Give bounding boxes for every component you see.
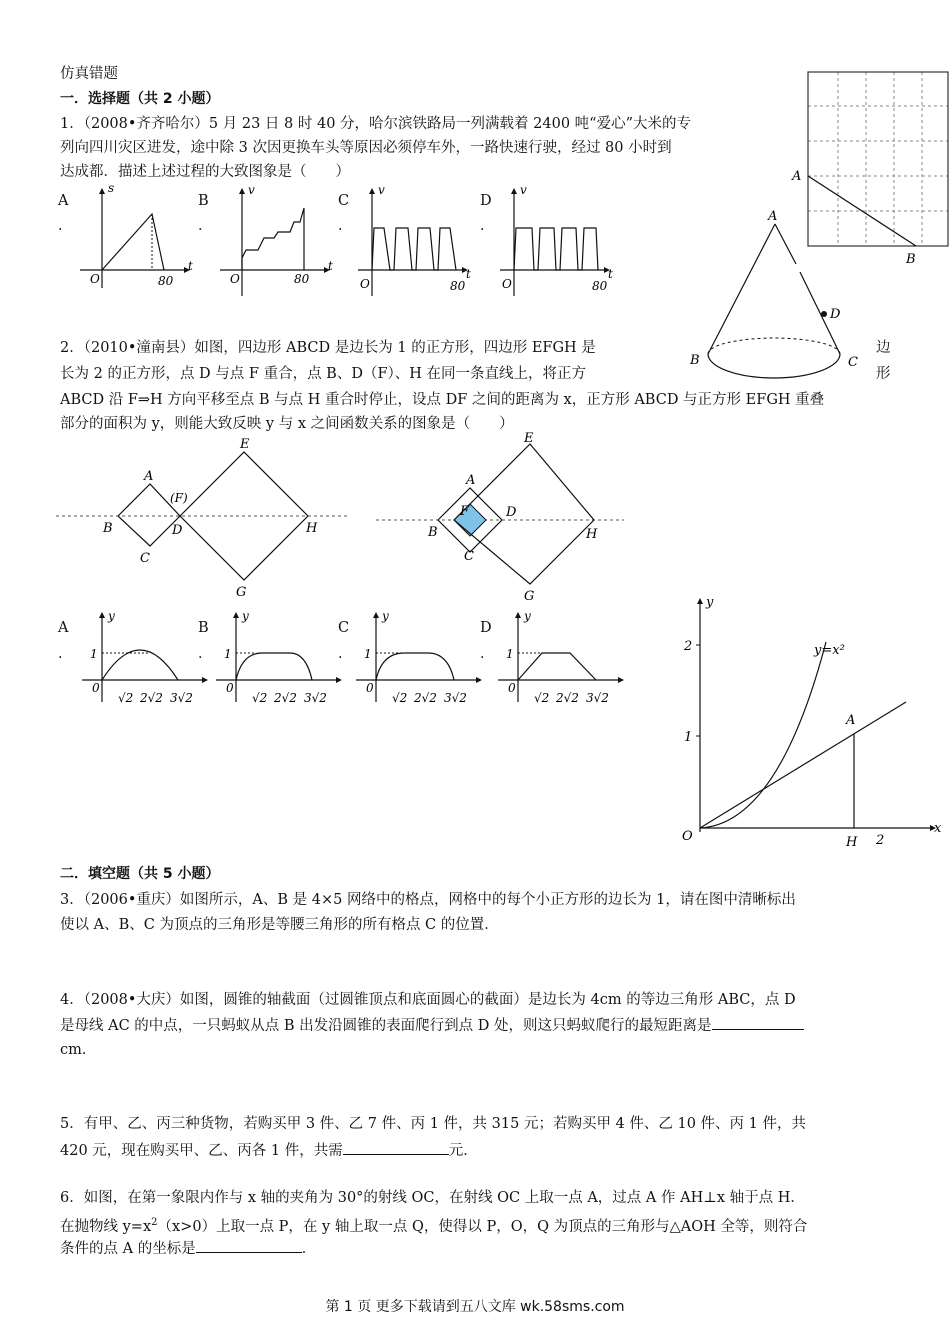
- q1-line-1: 1．（2008•齐齐哈尔）5 月 23 日 8 时 40 分，哈尔滨铁路局一列满载着 2400 吨“爱心”大米的专: [60, 116, 691, 132]
- cone-label-d: D: [830, 307, 841, 322]
- pf-tick-y1: 1: [684, 730, 693, 745]
- q2b-tick-3: 3√2: [304, 691, 327, 705]
- q1-option-c: C: [338, 193, 350, 209]
- q3-line-2: 使以 A、B、C 为顶点的三角形是等腰三角形的所有格点 C 的位置．: [60, 917, 499, 933]
- q2-squares-figure-right: [376, 431, 636, 606]
- q2c-tick-2: 2√2: [414, 691, 437, 705]
- q1-option-a: A: [58, 193, 69, 209]
- q1c-tick-80: 80: [450, 279, 466, 293]
- section-2-title: 二．填空题（共 5 小题）: [60, 866, 220, 882]
- q2-line-1-end: 边: [876, 340, 891, 356]
- q2-line-4: 部分的面积为 y，则能大致反映 y 与 x 之间函数关系的图象是（ ）: [60, 416, 514, 432]
- q2l-label-g: G: [236, 585, 247, 600]
- q2b-tick-1: √2: [252, 691, 268, 705]
- q2l-label-d: D: [172, 523, 183, 538]
- q1-option-d-dot: ．: [480, 218, 495, 234]
- q2a-tick-2: 2√2: [140, 691, 163, 705]
- pf-curve-label: y=x²: [814, 643, 845, 658]
- q2a-one: 1: [90, 647, 98, 661]
- page-header: 仿真错题: [60, 66, 118, 82]
- q3-line-1: 3．（2006•重庆）如图所示，A、B 是 4×5 网络中的格点，网格中的每个小正方形的边长为 1，请在图中清晰标出: [60, 892, 796, 908]
- q5-line-2: [60, 1140, 478, 1161]
- q2-graph-b: [214, 610, 344, 710]
- q1-graph-a: [72, 181, 193, 298]
- page-footer: 第 1 页 更多下载请到五八文库 wk.58sms.com: [325, 1299, 625, 1315]
- q1-option-a-dot: ．: [58, 218, 73, 234]
- q6-line-3-end: ．: [301, 1241, 317, 1257]
- q2c-tick-1: √2: [392, 691, 408, 705]
- q5-answer-blank[interactable]: [343, 1140, 449, 1155]
- cone-label-a: A: [768, 209, 778, 224]
- q4-line-1: 4．（2008•大庆）如图，圆锥的轴截面（过圆锥顶点和底面圆心的截面）是边长为 4cm 的等边三角形 ABC，点 D: [60, 992, 796, 1008]
- q2l-label-a: A: [144, 469, 154, 484]
- cone-label-b: B: [690, 353, 700, 368]
- q2-graph-d: [496, 610, 626, 710]
- q5-line-1: 5．有甲、乙、丙三种货物，若购买甲 3 件、乙 7 件、丙 1 件，共 315 元；若购买甲 4 件、乙 10 件、丙 1 件，共: [60, 1116, 807, 1132]
- q2l-label-e: E: [240, 437, 250, 452]
- q5-line-2-end: 元．: [448, 1143, 478, 1159]
- q2r-label-b: B: [428, 525, 438, 540]
- q2d-one: 1: [506, 647, 514, 661]
- q1b-y-label: v: [248, 183, 255, 197]
- q2a-origin: 0: [92, 681, 100, 695]
- q4-answer-blank[interactable]: [712, 1015, 804, 1030]
- q2a-tick-1: √2: [118, 691, 134, 705]
- q2-graph-c: [354, 610, 484, 710]
- q2b-y-label: y: [242, 609, 249, 623]
- q1d-tick-80: 80: [592, 279, 608, 293]
- q2a-tick-3: 3√2: [170, 691, 193, 705]
- q2l-label-h: H: [306, 521, 318, 536]
- q2-option-b-dot: ．: [198, 646, 213, 662]
- q2-option-b: B: [198, 620, 209, 636]
- q4-line-2-text: 是母线 AC 的中点，一只蚂蚁从点 B 出发沿圆锥的表面爬行到点 D 处，则这只蚂蚁爬行的最短距离是: [60, 1018, 712, 1034]
- pf-origin: O: [682, 829, 693, 844]
- q1-option-d: D: [480, 193, 492, 209]
- q2b-origin: 0: [226, 681, 234, 695]
- q1b-tick-80: 80: [294, 272, 310, 286]
- q1d-origin: O: [502, 277, 512, 291]
- q2d-tick-1: √2: [534, 691, 550, 705]
- q2-graph-a: [80, 610, 210, 710]
- parabola-figure: [678, 592, 942, 852]
- q1a-y-label: s: [108, 181, 115, 195]
- pf-tick-x2: 2: [876, 833, 885, 848]
- q1-graph-c: [350, 183, 471, 298]
- q6-line-3: [60, 1238, 316, 1259]
- q1c-x-label: t: [466, 267, 471, 281]
- q1-line-2: 列向四川灾区进发，途中除 3 次因更换车头等原因必须停车外，一路快速行驶，经过 80 小时到: [60, 140, 672, 156]
- q2-squares-figure-left: [56, 436, 356, 606]
- pf-label-h: H: [846, 835, 858, 850]
- q1a-x-label: t: [188, 259, 193, 273]
- q4-line-2: [60, 1015, 804, 1036]
- q1c-origin: O: [360, 277, 370, 291]
- q2l-label-b: B: [103, 521, 113, 536]
- q1-option-b: B: [198, 193, 209, 209]
- q2r-label-e: E: [524, 431, 534, 446]
- q5-line-2-text: 420 元，现在购买甲、乙、丙各 1 件，共需: [60, 1143, 343, 1159]
- q2r-label-h: H: [586, 527, 598, 542]
- q2c-tick-3: 3√2: [444, 691, 467, 705]
- q2c-y-label: y: [382, 609, 389, 623]
- cone-label-c: C: [848, 355, 858, 370]
- q2-option-a: A: [58, 620, 69, 636]
- pf-x-label: x: [934, 821, 942, 836]
- q1-option-c-dot: ．: [338, 218, 353, 234]
- q2r-label-g: G: [524, 589, 535, 604]
- q6-line-3-text: 条件的点 A 的坐标是: [60, 1241, 196, 1257]
- q1b-origin: O: [230, 272, 240, 286]
- q1a-origin: O: [90, 272, 100, 286]
- q6-answer-blank[interactable]: [196, 1238, 302, 1253]
- q2-option-c: C: [338, 620, 350, 636]
- q2l-label-f: (F): [170, 491, 188, 505]
- pf-y-label: y: [706, 595, 714, 610]
- q2c-one: 1: [364, 647, 372, 661]
- q2-line-1: 2．（2010•潼南县）如图，四边形 ABCD 是边长为 1 的正方形，四边形 EFGH 是: [60, 340, 596, 356]
- q1-option-b-dot: ．: [198, 218, 213, 234]
- q6-line-2: [60, 1213, 807, 1237]
- q2-option-c-dot: ．: [338, 646, 353, 662]
- q2d-origin: 0: [508, 681, 516, 695]
- q6-line-2b: （x>0）上取一点 P，在 y 轴上取一点 Q，使得以 P，O，Q 为顶点的三角形与△AOH 全等，则符合: [157, 1218, 808, 1235]
- q2-option-a-dot: ．: [58, 646, 73, 662]
- q1-graph-b: [212, 183, 333, 298]
- q2r-label-d: D: [506, 505, 517, 520]
- q2r-label-a: A: [466, 473, 476, 488]
- q2-option-d-dot: ．: [480, 646, 495, 662]
- q2b-one: 1: [224, 647, 232, 661]
- q1-graph-d: [492, 183, 613, 298]
- q2-line-2: 长为 2 的正方形，点 D 与点 F 重合，点 B、D（F）、H 在同一条直线上，将正方: [60, 366, 587, 382]
- pf-tick-y2: 2: [684, 639, 693, 654]
- q2-line-3: ABCD 沿 F⇒H 方向平移至点 B 与点 H 重合时停止，设点 DF 之间的距离为 x，正方形 ABCD 与正方形 EFGH 重叠: [60, 392, 825, 408]
- q1a-tick-80: 80: [158, 274, 174, 288]
- q2a-y-label: y: [108, 609, 115, 623]
- q2d-tick-2: 2√2: [556, 691, 579, 705]
- q2-line-2-end: 形: [876, 366, 891, 382]
- q2d-y-label: y: [524, 609, 531, 623]
- q2r-label-c: C: [464, 549, 474, 564]
- q1b-x-label: t: [328, 259, 333, 273]
- q2b-tick-2: 2√2: [274, 691, 297, 705]
- q2d-tick-3: 3√2: [586, 691, 609, 705]
- q2l-label-c: C: [140, 551, 150, 566]
- q2r-label-f: F: [460, 504, 470, 519]
- q4-line-3: cm．: [60, 1042, 97, 1058]
- q2-option-d: D: [480, 620, 492, 636]
- cone-figure: [690, 206, 870, 386]
- section-1-title: 一．选择题（共 2 小题）: [60, 91, 220, 107]
- q1d-y-label: v: [520, 183, 527, 197]
- grid-label-a: A: [792, 169, 802, 184]
- pf-label-a: A: [846, 713, 856, 728]
- q1c-y-label: v: [378, 183, 385, 197]
- q6-superscript: 2: [151, 1217, 158, 1228]
- q1d-x-label: t: [608, 267, 613, 281]
- q6-line-1: 6．如图，在第一象限内作与 x 轴的夹角为 30°的射线 OC，在射线 OC 上取一点 A，过点 A 作 AH⊥x 轴于点 H．: [60, 1190, 805, 1206]
- q1-line-3: 达成都．描述上述过程的大致图象是（ ）: [60, 164, 350, 180]
- q2c-origin: 0: [366, 681, 374, 695]
- grid-label-b: B: [906, 252, 916, 267]
- q6-line-2a: 在抛物线 y=x: [60, 1218, 152, 1235]
